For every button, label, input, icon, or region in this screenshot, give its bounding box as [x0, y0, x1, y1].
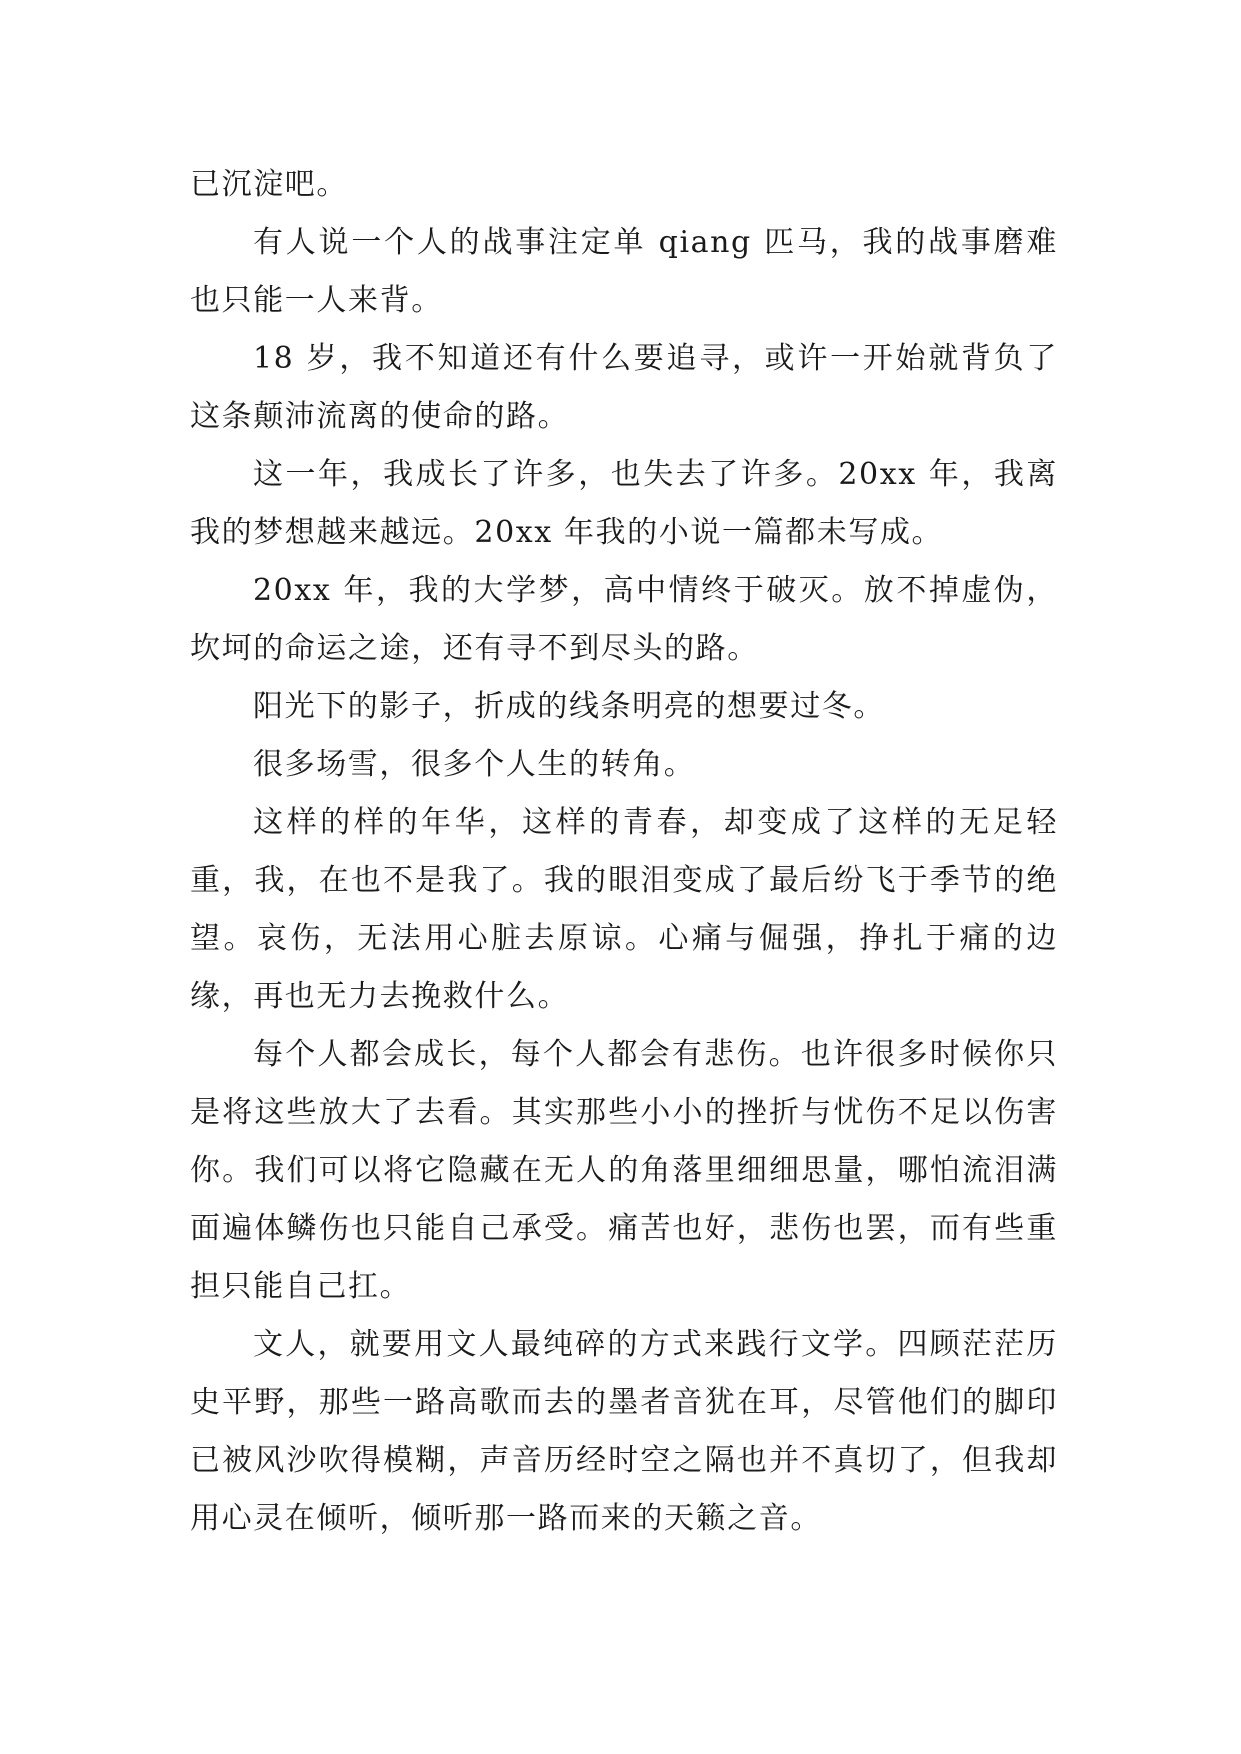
paragraph-8: 这样的样的年华，这样的青春，却变成了这样的无足轻重，我，在也不是我了。我的眼泪变成了最后纷飞于季节的绝望。哀伤，无法用心脏去原谅。心痛与倔强，挣扎于痛的边缘，再也无力去挽救什么。	[190, 805, 1058, 1014]
paragraph-2: 有人说一个人的战事注定单 qiang 匹马，我的战事磨难也只能一人来背。	[190, 225, 1058, 318]
paragraph-7: 很多场雪，很多个人生的转角。	[253, 747, 696, 782]
paragraph-1: 已沉淀吧。	[190, 167, 348, 202]
paragraph-5: 20xx 年，我的大学梦，高中情终于破灭。放不掉虚伪，坎坷的命运之途，还有寻不到尽头的路。	[190, 573, 1058, 666]
paragraph-4: 这一年，我成长了许多，也失去了许多。20xx 年，我离我的梦想越来越远。20xx 年我的小说一篇都未写成。	[190, 457, 1058, 550]
paragraph-3: 18 岁，我不知道还有什么要追寻，或许一开始就背负了这条颠沛流离的使命的路。	[190, 341, 1058, 434]
paragraph-6: 阳光下的影子，折成的线条明亮的想要过冬。	[253, 689, 885, 724]
document-body	[190, 156, 1058, 1548]
paragraph-10: 文人，就要用文人最纯碎的方式来践行文学。四顾茫茫历史平野，那些一路高歌而去的墨者音犹在耳，尽管他们的脚印已被风沙吹得模糊，声音历经时空之隔也并不真切了，但我却用心灵在倾听，倾听那一路而来的天籁之音。	[190, 1327, 1058, 1536]
paragraph-9: 每个人都会成长，每个人都会有悲伤。也许很多时候你只是将这些放大了去看。其实那些小小的挫折与忧伤不足以伤害你。我们可以将它隐藏在无人的角落里细细思量，哪怕流泪满面遍体鳞伤也只能自己承受。痛苦也好，悲伤也罢，而有些重担只能自己扛。	[190, 1037, 1058, 1304]
